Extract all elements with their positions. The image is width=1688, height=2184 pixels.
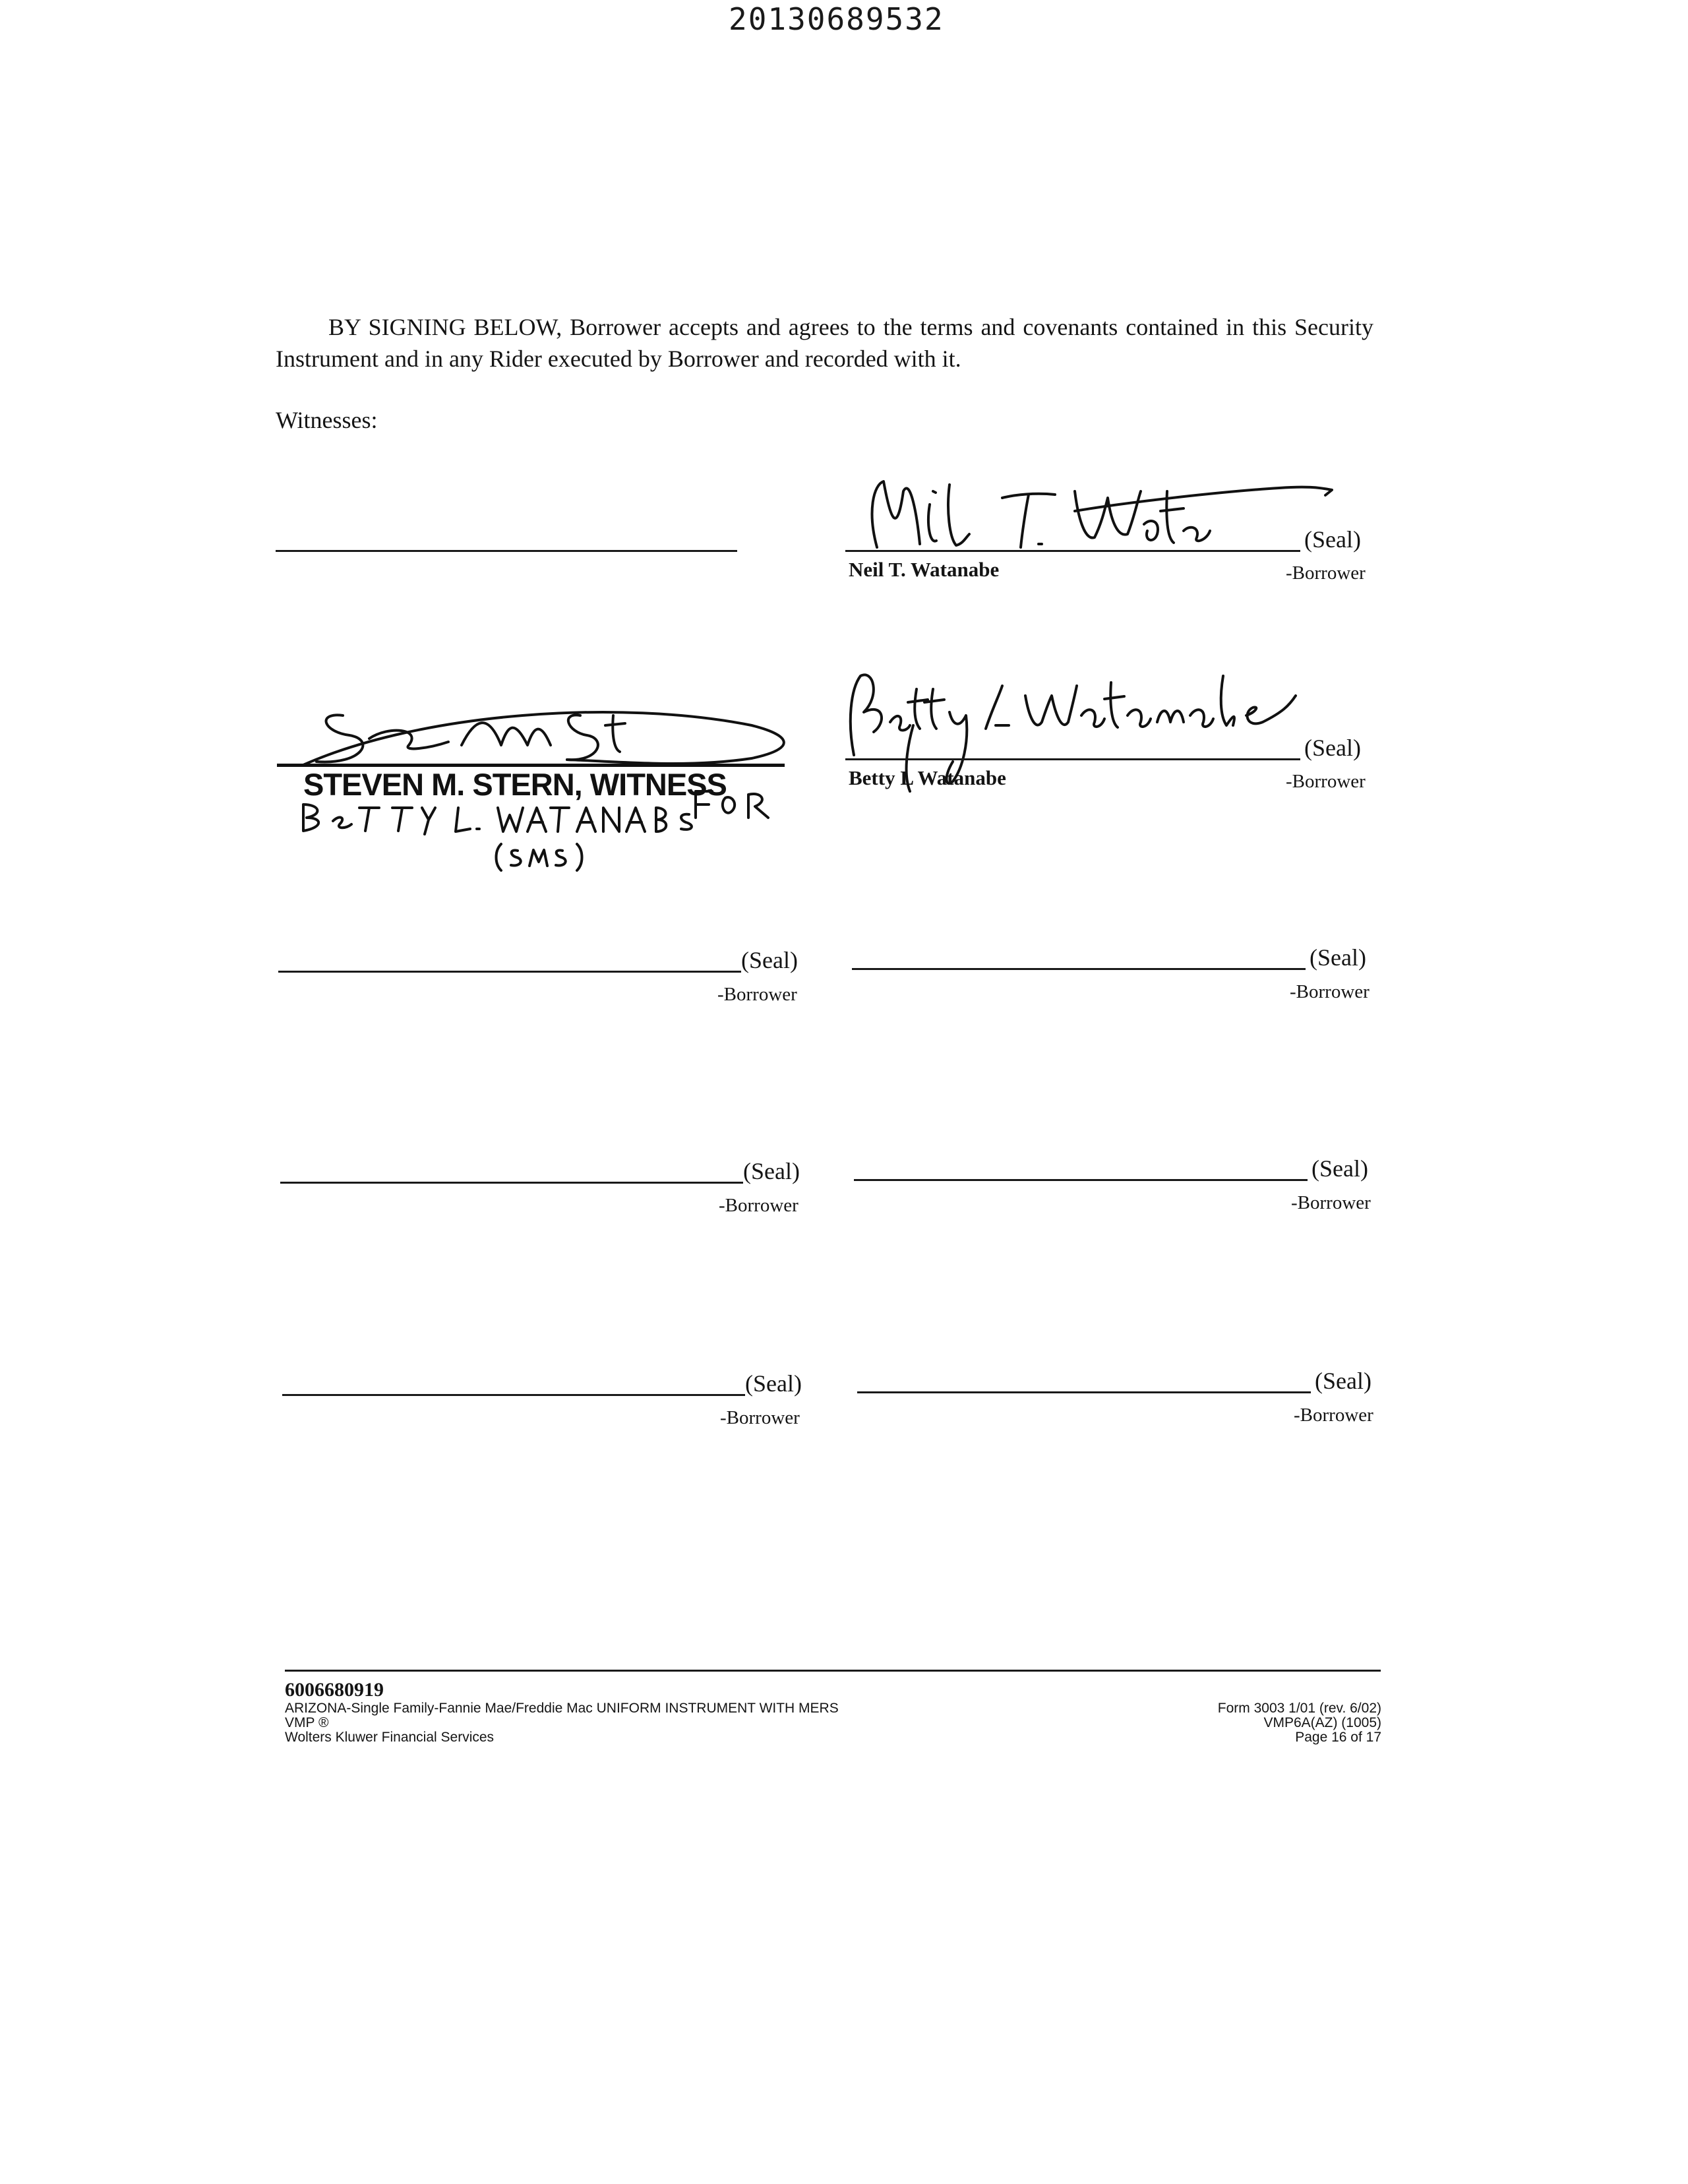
borrower-5-role-label: -Borrower: [719, 1195, 799, 1216]
borrower-6-signature-line: [854, 1179, 1308, 1181]
footer-vmp-code: VMP6A(AZ) (1005): [1263, 1715, 1381, 1730]
signing-statement-text: BY SIGNING BELOW, Borrower accepts and agrees to the terms and covenants contained in this Security Instrument and in any Rider executed by Borrower and recorded with it.: [276, 314, 1373, 372]
witness-stamp: STEVEN M. STERN, WITNESS: [303, 767, 727, 802]
borrower-2-role-label: -Borrower: [1286, 771, 1366, 792]
borrower-1-role-label: -Borrower: [1286, 562, 1366, 584]
borrower-4-role-label: -Borrower: [1290, 981, 1370, 1002]
loan-number: 6006680919: [285, 1679, 384, 1701]
borrower-6-seal-label: (Seal): [1311, 1155, 1368, 1182]
borrower-1-signature-line: [845, 550, 1300, 552]
footer-form-number: Form 3003 1/01 (rev. 6/02): [1217, 1701, 1381, 1716]
borrower-5-seal-label: (Seal): [743, 1158, 800, 1184]
recording-number: 20130689532: [729, 1, 944, 37]
borrower-2-name: Betty L Watanabe: [849, 766, 1006, 789]
footer-rule: [285, 1670, 1381, 1672]
borrower-3-role-label: -Borrower: [717, 984, 797, 1005]
neil-watanabe-signature: [857, 471, 1358, 557]
borrower-8-signature-line: [857, 1391, 1311, 1393]
borrower-3-seal-label: (Seal): [741, 947, 798, 973]
borrower-2-seal-label: (Seal): [1304, 735, 1361, 761]
footer-page-number: Page 16 of 17: [1295, 1730, 1381, 1745]
borrower-3-signature-line: [278, 971, 741, 973]
borrower-6-role-label: -Borrower: [1291, 1192, 1371, 1213]
witness-signature-line-1: [276, 550, 737, 552]
borrower-7-seal-label: (Seal): [745, 1370, 802, 1397]
borrower-5-signature-line: [280, 1182, 743, 1184]
footer-form-info: [1121, 1701, 1381, 1745]
footer-publisher: Wolters Kluwer Financial Services: [285, 1730, 495, 1745]
footer-form-title: ARIZONA-Single Family-Fannie Mae/Freddie Mac UNIFORM INSTRUMENT WITH MERS: [285, 1701, 839, 1716]
footer-form-description: [285, 1701, 839, 1745]
borrower-7-signature-line: [282, 1394, 745, 1396]
borrower-4-seal-label: (Seal): [1310, 944, 1366, 971]
witnesses-label: Witnesses:: [276, 407, 378, 433]
borrower-8-role-label: -Borrower: [1294, 1405, 1373, 1426]
borrower-2-signature-line: [845, 758, 1300, 760]
borrower-1-name: Neil T. Watanabe: [849, 558, 1000, 581]
borrower-4-signature-line: [852, 968, 1306, 970]
signing-statement: [276, 311, 1373, 375]
footer-vmp-mark: VMP ®: [285, 1715, 329, 1730]
borrower-7-role-label: -Borrower: [720, 1407, 800, 1428]
borrower-8-seal-label: (Seal): [1315, 1368, 1372, 1394]
witness-handwritten-note: [300, 788, 775, 874]
borrower-1-seal-label: (Seal): [1304, 526, 1361, 553]
